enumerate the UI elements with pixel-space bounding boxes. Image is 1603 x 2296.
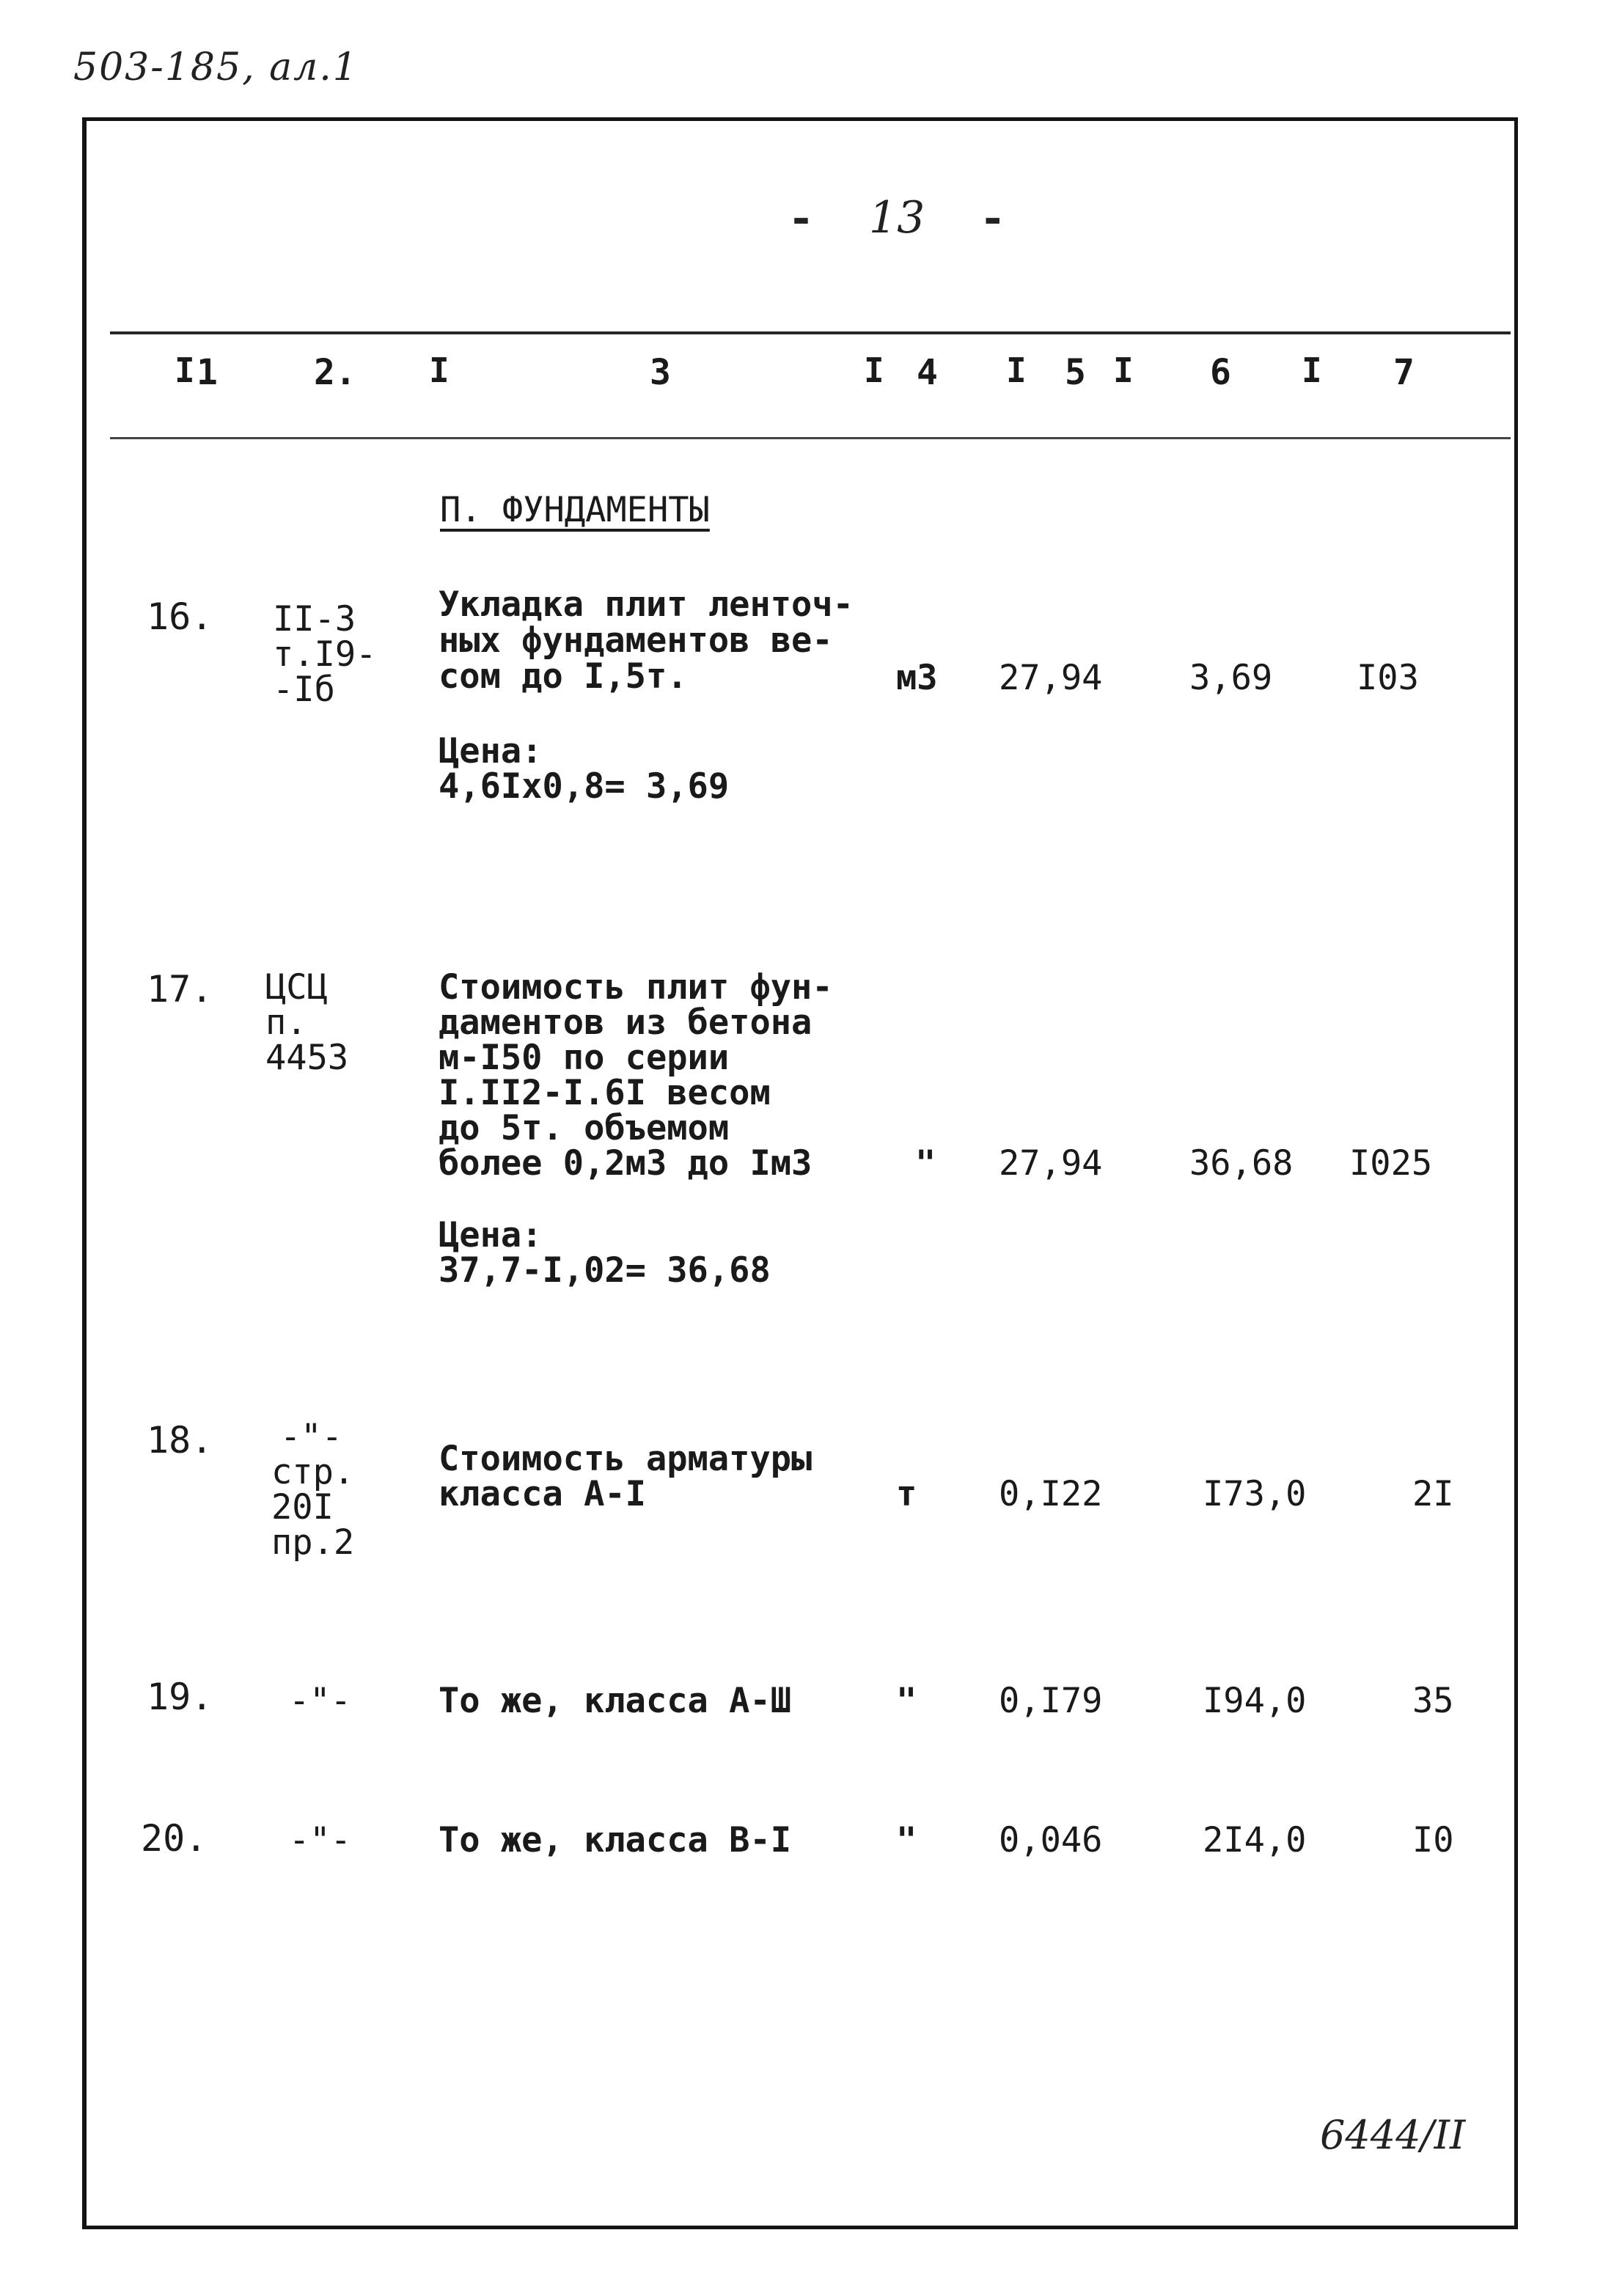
row-unit-price: I73,0: [1203, 1474, 1307, 1514]
column-separator: I: [429, 351, 450, 390]
column-separator: I: [1113, 351, 1134, 390]
row-quantity: 27,94: [999, 1143, 1103, 1184]
corner-note: 503-185, ал.1: [73, 45, 359, 89]
row-code-line: т.I9-: [273, 634, 377, 675]
row-description-line: более 0,2м3 до Iм3: [439, 1143, 812, 1184]
row-number: 17.: [147, 968, 213, 1011]
column-header-1: 1: [197, 352, 218, 393]
row-unit-price: 36,68: [1189, 1143, 1294, 1184]
row-description-line: Укладка плит ленточ-: [439, 584, 854, 625]
row-description-line: сом до I,5т.: [439, 656, 688, 697]
page-number: [733, 192, 1060, 243]
header-line-bottom: [110, 437, 1511, 439]
row-total: I0: [1412, 1820, 1454, 1860]
header-line-top: [110, 331, 1511, 334]
column-header-7: 7: [1393, 352, 1415, 393]
row-code-line: пр.2: [271, 1522, 355, 1563]
page-number-dash-left: -: [792, 192, 810, 243]
row-quantity: 27,94: [999, 658, 1103, 698]
row-unit-price: 2I4,0: [1203, 1820, 1307, 1860]
row-code-line: п.: [265, 1002, 307, 1043]
row-description-line: Стоимость арматуры: [439, 1439, 812, 1479]
column-separator: I: [1006, 351, 1027, 390]
section-title: П. ФУНДАМЕНТЫ: [440, 490, 710, 530]
row-unit: ": [896, 1820, 917, 1860]
price-label: Цена:: [439, 731, 543, 771]
row-code-line: 4453: [265, 1038, 349, 1078]
row-code-line: -"-: [280, 1417, 342, 1457]
row-unit: ": [896, 1681, 917, 1721]
row-number: 18.: [147, 1419, 213, 1461]
row-description-line: То же, класса А-Ш: [439, 1681, 792, 1721]
row-code-line: -Iб: [273, 670, 335, 710]
column-separator: I: [864, 351, 884, 390]
row-total: 35: [1412, 1681, 1454, 1721]
row-description-line: класса А-I: [439, 1474, 646, 1514]
row-code-line: ЦСЦ: [265, 967, 328, 1008]
row-unit: ": [915, 1143, 936, 1184]
row-quantity: 0,I22: [999, 1474, 1103, 1514]
row-code-line: -"-: [289, 1681, 351, 1721]
page-number-value: 13: [868, 192, 925, 243]
column-header-3: 3: [650, 352, 671, 393]
row-description-line: даментов из бетона: [439, 1002, 812, 1043]
row-quantity: 0,046: [999, 1820, 1103, 1860]
archive-number: 6444/II: [1320, 2112, 1466, 2158]
row-unit: м3: [896, 658, 938, 698]
row-code-line: II-3: [273, 599, 356, 639]
price-calculation: 4,6Iх0,8= 3,69: [439, 766, 730, 807]
column-header-2: 2.: [314, 352, 356, 393]
row-unit-price: 3,69: [1189, 658, 1273, 698]
price-calculation: 37,7-I,02= 36,68: [439, 1250, 771, 1291]
column-header-6: 6: [1210, 352, 1231, 393]
column-header-4: 4: [917, 352, 938, 393]
row-description-line: Стоимость плит фун-: [439, 967, 833, 1008]
row-unit-price: I94,0: [1203, 1681, 1307, 1721]
row-code-line: 20I: [271, 1487, 334, 1527]
column-separator: I: [175, 351, 195, 390]
row-quantity: 0,I79: [999, 1681, 1103, 1721]
row-number: 19.: [147, 1676, 213, 1718]
column-separator: I: [1302, 351, 1322, 390]
page-number-dash-right: -: [983, 192, 1002, 243]
row-description-line: ных фундаментов ве-: [439, 620, 833, 661]
row-total: 2I: [1412, 1474, 1454, 1514]
row-total: I025: [1349, 1143, 1433, 1184]
row-description-line: I.II2-I.6I весом: [439, 1073, 771, 1113]
price-label: Цена:: [439, 1215, 543, 1255]
row-description-line: м-I50 по серии: [439, 1038, 730, 1078]
row-description-line: То же, класса В-I: [439, 1820, 792, 1860]
column-header-5: 5: [1065, 352, 1086, 393]
row-unit: т: [896, 1474, 917, 1514]
row-number: 16.: [147, 595, 213, 638]
row-code-line: стр.: [271, 1452, 355, 1492]
row-description-line: до 5т. объемом: [439, 1108, 730, 1148]
row-code-line: -"-: [289, 1820, 351, 1860]
row-number: 20.: [141, 1817, 208, 1860]
row-total: I03: [1357, 658, 1419, 698]
